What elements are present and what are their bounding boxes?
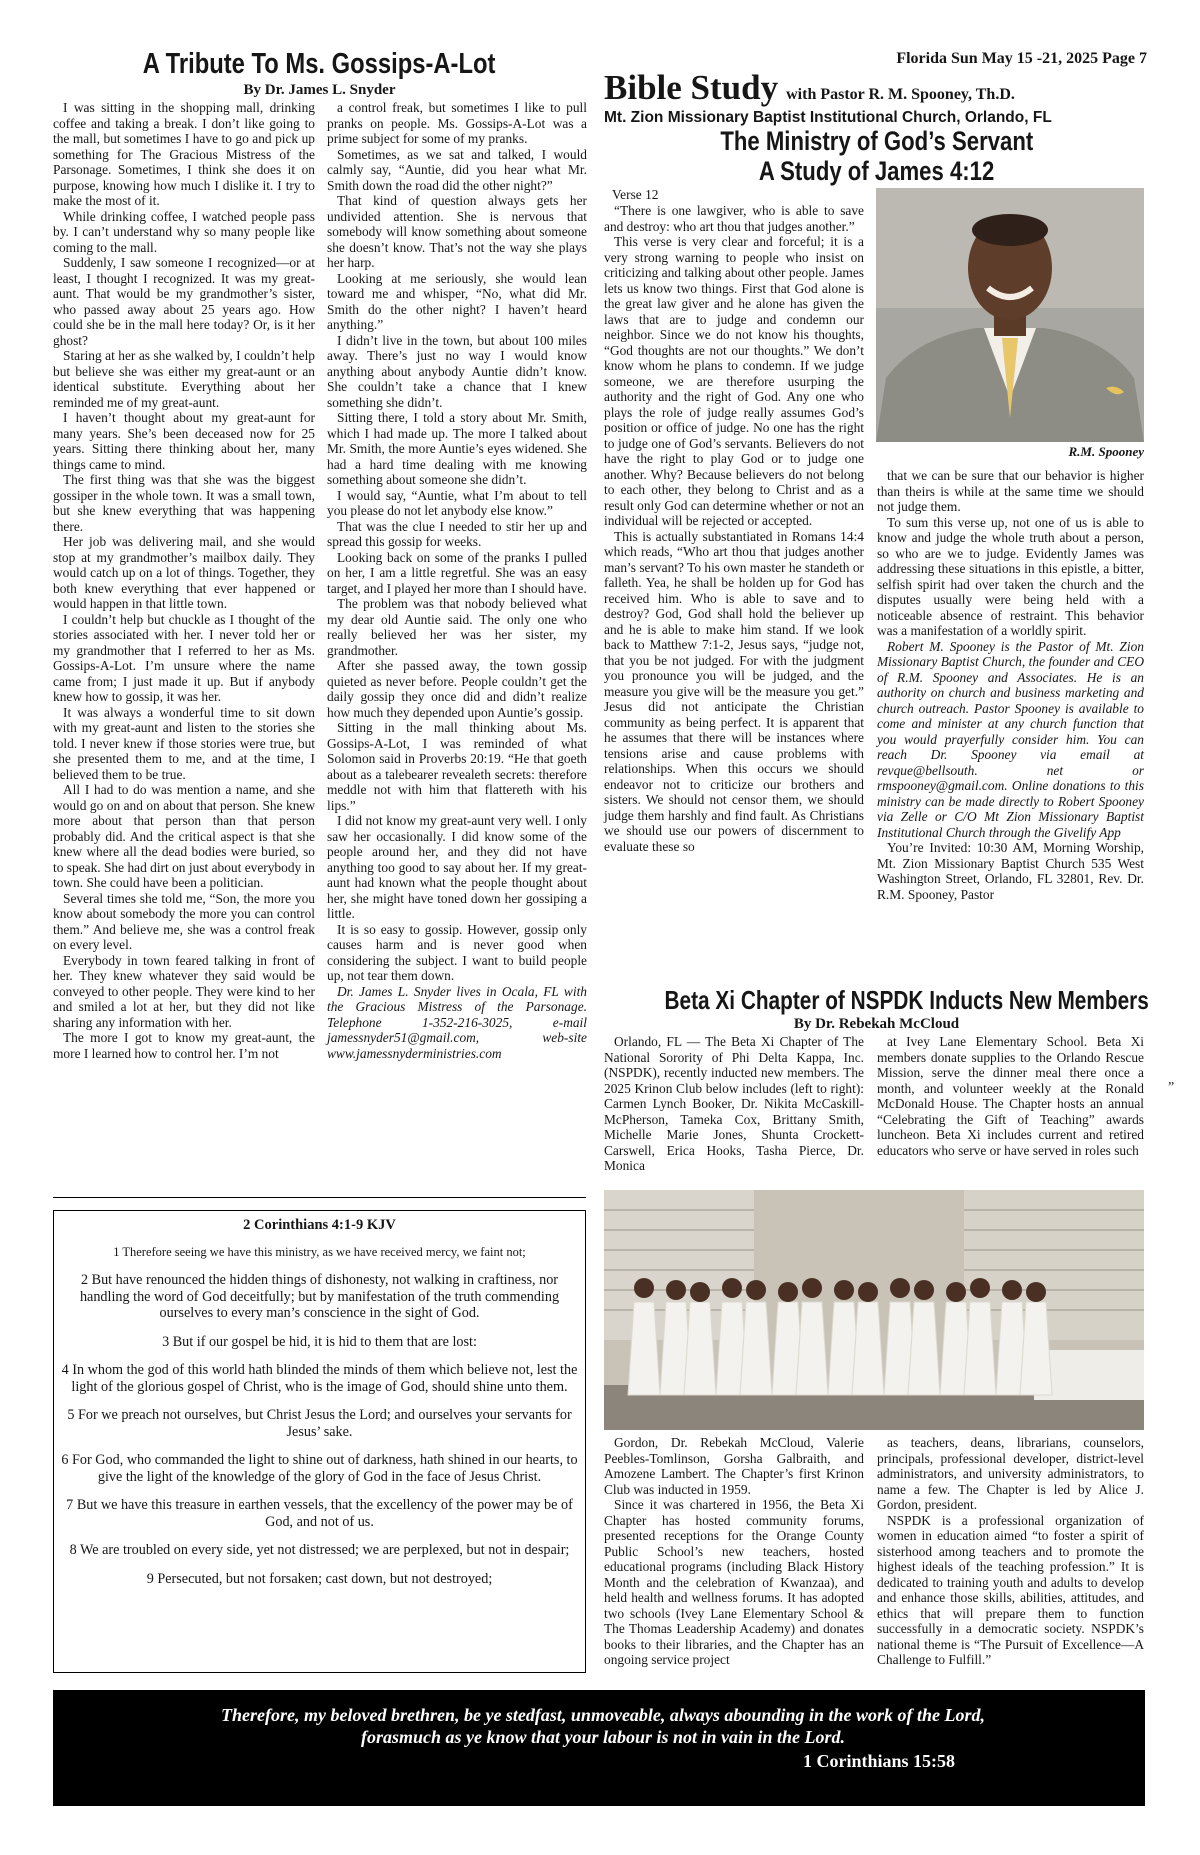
paragraph: Several times she told me, “Son, the more you know about somebody the more you can control them.” And believe me, she was a control freak on every level. [53, 890, 315, 952]
pastor-photo-caption: R.M. Spooney [1068, 444, 1144, 459]
stray-quote-mark: ” [1168, 1080, 1175, 1095]
paragraph: Suddenly, I saw someone I recognized—or at least, I thought I recognized. It was my great-aunt. That would be my grandmother’s sister, who passed away about 25 years ago. How could she be in the mall here today? Or, is it her ghost? [53, 255, 315, 348]
paragraph: Sitting in the mall thinking about Ms. Gossips-A-Lot, I was reminded of what Solomon said in Proverbs 20:19. “He that goeth about as a talebearer revealeth secrets: therefore meddle not with him that flattereth with his lips.” [327, 720, 587, 813]
tribute-column-1 [53, 100, 315, 1061]
paragraph: That was the clue I needed to stir her up and spread this gossip for weeks. [327, 518, 587, 549]
beta-xi-top-col-2: at Ivey Lane Elementary School. Beta Xi members donate supplies to the Orlando Rescue Mission, serve the dinner meal there once a month, and volunteer weekly at the Ronald McDonald House. The Chapter hosts an annual “Celebrating the Gift of Teaching” awards luncheon. Beta Xi includes current and retired educators who serve or have served in roles such [877, 1034, 1144, 1158]
paragraph: The problem was that nobody believed what my dear old Auntie said. The only one who really believed her was her sister, my grandmother. [327, 596, 587, 658]
bible-headline-1: The Ministry of God’s Servant [720, 126, 1033, 156]
verse-label: Verse 12 [612, 187, 659, 202]
paragraph: After she passed away, the town gossip quieted as never before. People couldn’t get the daily gossip they once did and didn’t realize how much they depended upon Auntie’s gossip. [327, 658, 587, 720]
paragraph: Her job was delivering mail, and she would stop at my grandmother’s mailbox daily. They would catch up on a lot of things. Together, they both knew everything that ever happened or would happen in that little town. [53, 534, 315, 611]
bible-study-masthead [604, 68, 1149, 108]
church-name: Mt. Zion Missionary Baptist Institutional Church, Orlando, FL [604, 109, 1052, 126]
banner-reference: 1 Corinthians 15:58 [802, 1751, 955, 1771]
scripture-title: 2 Corinthians 4:1-9 KJV [243, 1217, 396, 1233]
krinon-club-photo [604, 1190, 1144, 1430]
paragraph: To sum this verse up, not one of us is able to know and judge the whole truth about a person, so who are we to judge. Evidently James was addressing these situations in this epistle, a bitter, selfish spirit had over taken the church and the disputes usually were being held with a noticeable absence of restraint. This behavior was a manifestation of a worldly spirit. [877, 514, 1144, 638]
tribute-title: A Tribute To Ms. Gossips-A-Lot [143, 48, 496, 80]
paragraph: This verse is very clear and forceful; it is a very strong warning to people who insist on criticizing and talking about other people. James lets us know two things. First that God alone is the great law giver and he alone has given the laws that are to judge and condemn our neighbor. Since we do not know his thoughts, “God thoughts are not our thoughts.” We don’t know whom he plans to condemn. If we judge someone, we are therefore usurping the authority and the right of God. Any one who plays the role of judge really assumes God’s position or office of judge. No one has the right to judge one of God’s servants. Believers do not have the right to play God or to judge one another. Why? Because believers do not belong to each other, they belong to Christ and as a result only God can determine whether or not an individual will be rejected or accepted. [604, 234, 864, 528]
scripture-verse: 1 Therefore seeing we have this ministry, as we have received mercy, we faint not; [113, 1244, 526, 1259]
paragraph: Since it was chartered in 1956, the Beta Xi Chapter has hosted community forums, presented receptions for the Orange County Public School’s new teachers, hosted educational programs (including Black History Month and the celebration of Kwanzaa), and held health and wellness forums. It has adopted two schools (Ivey Lane Elementary School & The Thomas Leadership Academy) and donates books to their libraries, and the Chapter has an ongoing service project [604, 1497, 864, 1667]
paragraph: Sitting there, I told a story about Mr. Smith, which I had made up. The more I talked about Mr. Smith, the more Auntie’s eyes widened. She had a hard time dealing with me knowing something about someone she didn’t. [327, 410, 587, 487]
banner-line-1: Therefore, my beloved brethren, be ye stedfast, unmoveable, always abounding in the work of the Lord, [221, 1705, 985, 1725]
paragraph: I did not know my great-aunt very well. I only saw her occasionally. I did know some of the people around her, and they did not have anything too good to say about her. If my great-aunt had known what the people thought about her, she might have toned down her gossiping a little. [327, 813, 587, 921]
paragraph: I couldn’t help but chuckle as I thought of the stories associated with her. I never told her or my grandmother that I referred to her as Ms. Gossips-A-Lot. I’m unsure where the name came from; I just made it up. But if anybody knew how to gossip, it was her. [53, 611, 315, 704]
tribute-column-2 [327, 100, 587, 1061]
scripture-verse: 6 For God, who commanded the light to shine out of darkness, hath shined in our hearts, to give the light of the knowledge of the glory of God in the face of Jesus Christ. [61, 1452, 578, 1485]
scripture-box [53, 1210, 586, 1673]
paragraph: Sometimes, as we sat and talked, I would calmly say, “Auntie, did you hear what Mr. Smith down the road did the other night?” [327, 146, 587, 193]
scripture-verse: 5 For we preach not ourselves, but Christ Jesus the Lord; and ourselves your servants for Jesus’ sake. [67, 1407, 572, 1440]
paragraph: Staring at her as she walked by, I couldn’t help but believe she was either my great-aunt or an identical substitute. Everything about her reminded me of my great-aunt. [53, 348, 315, 410]
scripture-verse: 8 We are troubled on every side, yet not distressed; we are perplexed, but not in despair; [69, 1542, 570, 1558]
banner-line-2: forasmuch as ye know that your labour is not in vain in the Lord. [360, 1727, 846, 1747]
beta-xi-bottom-col-2 [877, 1435, 1144, 1668]
paragraph: I would say, “Auntie, what I’m about to tell you please do not let anybody else know.” [327, 487, 587, 518]
paragraph: All I had to do was mention a name, and she would go on and on about that person. She knew more about that person than that person probably did. And the critical aspect is that she knew where all the dead bodies were buried, so to speak. She had dirt on just about everybody in town. She could have been a politician. [53, 782, 315, 890]
bible-study-pastor: with Pastor R. M. Spooney, Th.D. [786, 86, 1015, 103]
worship-invite: You’re Invited: 10:30 AM, Morning Worship, Mt. Zion Missionary Baptist Church 535 West Washington Street, Orlando, FL 32801, Rev. Dr. R.M. Spooney, Pastor [877, 840, 1144, 902]
tribute-title-wrap [53, 48, 586, 82]
paragraph: This is actually substantiated in Romans 14:4 which reads, “Who art thou that judges another man’s servant? To his own master he standeth or falleth. Yea, he shall be holden up for God has received him. Who is able to save and to destroy? God, God shall hold the believer up and he is able to make him stand. If we look back to Matthew 7:1-2, Jesus says, “judge not, that you be not judged. For with the judgment you pronounce you will be judged, and the measure you give will be the measure you get.” Jesus did not anticipate the Christian community as being perfect. It is apparent that he assumes that there will be instances where tensions arise and cause problems with relationships. When this occurs we should endeavor not to criticize our brothers and sisters. We should not censor them, we should judge them harshly and find fault. As Christians we should use our powers of discernment to evaluate these so [604, 528, 864, 854]
publication-line: Florida Sun May 15 -21, 2025 Page 7 [896, 50, 1147, 67]
beta-xi-bottom-col-1 [604, 1435, 864, 1668]
pastor-photo [876, 188, 1144, 442]
beta-xi-top-col-1: Orlando, FL — The Beta Xi Chapter of The National Sorority of Phi Delta Kappa, Inc. (NSPDK), recently inducted new members. The 2025 Krinon Club below includes (left to right): Carmen Lynch Booker, Dr. Nikita McCaskill-McPherson, Tameka Cox, Brittany Smith, Michelle Marie Jones, Shunta Crockett-Carswell, Erica Hooks, Tasha Pierce, Dr. Monica [604, 1034, 864, 1173]
paragraph: Looking at me seriously, she would lean toward me and whisper, “No, what did Mr. Smith do the other night? I haven’t heard anything.” [327, 270, 587, 332]
pastor-bio: Robert M. Spooney is the Pastor of Mt. Zion Missionary Baptist Church, the founder and CEO of R.M. Spooney and Associates. He is an authority on church and business marketing and church outreach. Pastor Spooney is available to come and minister at any church function that you would prayerfully consider him. You can reach Dr. Spooney via email at revque@bellsouth. net or rmspooney@gmail.com. Online donations to this ministry can be made directly to Robert Spooney via Zelle or C/O Mt Zion Missionary Baptist Institutional Church through the Givelify App [877, 638, 1144, 840]
paragraph: The first thing was that she was the biggest gossiper in the whole town. It was a small town, but she knew everything that was happening there. [53, 472, 315, 534]
paragraph: NSPDK is a professional organization of women in education aimed “to foster a spirit of sisterhood among teachers and to promote the highest ideals of the teaching profession.” It is dedicated to training youth and adults to develop and enhance those skills, abilities, attitudes, and ethics that will prepare them to function successfully in a democratic society. NSPDK’s national theme is “The Pursuit of Excellence—A Challenge to Fulfill.” [877, 1512, 1144, 1667]
scripture-verses [54, 1244, 585, 1588]
paragraph: Everybody in town feared talking in front of her. They knew whatever they said would be conveyed to other people. They were kind to her and smiled a lot at her, but they did not like sharing any information with her. [53, 952, 315, 1030]
bible-study-title: Bible Study [604, 68, 779, 107]
paragraph: I was sitting in the shopping mall, drinking coffee and taking a break. I don’t like going to the mall, but sometimes I have to go and pick up something for The Gracious Mistress of the Parsonage. Sometimes, I think she does it on purpose, knowing how much I dislike it. I try to make the most of it. [53, 100, 315, 208]
scripture-verse: 2 But have renounced the hidden things of dishonesty, not walking in craftiness, nor handling the word of God deceitfully; but by manifestation of the truth commending ourselves to every man’s conscience in the sight of God. [79, 1272, 560, 1321]
pastor-portrait-graphic [876, 188, 1144, 442]
scripture-verse: 3 But if our gospel be hid, it is hid to them that are lost: [162, 1333, 477, 1350]
bible-headline-2-wrap [604, 156, 1149, 188]
group-photo-graphic [604, 1190, 1144, 1430]
paragraph: That kind of question always gets her undivided attention. She is nervous that somebody will know something about someone she doesn’t know. That’s not the way she plays her harp. [327, 193, 587, 270]
beta-xi-byline: By Dr. Rebekah McCloud [793, 1016, 960, 1032]
scripture-verse: 4 In whom the god of this world hath blinded the minds of them which believe not, lest the light of the glorious gospel of Christ, who is the image of God, should shine unto them. [61, 1362, 578, 1395]
bible-column-2 [877, 468, 1144, 902]
bible-headline-2: A Study of James 4:12 [758, 156, 995, 186]
paragraph: a control freak, but sometimes I like to pull pranks on people. Ms. Gossips-A-Lot was a prime subject for some of my pranks. [327, 100, 587, 146]
beta-xi-title: Beta Xi Chapter of NSPDK Inducts New Members [664, 985, 1149, 1015]
scripture-verse: 9 Persecuted, but not forsaken; cast down, but not destroyed; [146, 1570, 493, 1587]
paragraph: I didn’t live in the town, but about 100 miles away. There’s just no way I would know anything about anybody Auntie didn’t know. She couldn’t take a chance that I knew something she didn’t. [327, 332, 587, 410]
scripture-banner [53, 1690, 1145, 1806]
paragraph: It was always a wonderful time to sit down with my great-aunt and listen to the stories she told. I never knew if those stories were true, but she presented them to me, and at the time, I believed them to be true. [53, 704, 315, 782]
paragraph: It is so easy to gossip. However, gossip only causes harm and is never good when considering the subject. I want to build people up, not tear them down. [327, 921, 587, 983]
paragraph: I haven’t thought about my great-aunt for many years. She’s been deceased now for 25 years. Sitting there thinking about her, many things came to mind. [53, 410, 315, 472]
paragraph: Looking back on some of the pranks I pulled on her, I am a little regretful. She was an easy target, and I played her more than I should have. [327, 549, 587, 596]
tribute-bottom-rule [53, 1197, 586, 1198]
beta-xi-title-wrap [604, 985, 1149, 1017]
bible-column-1 [604, 203, 864, 854]
bible-headline-1-wrap [604, 126, 1149, 158]
paragraph: Gordon, Dr. Rebekah McCloud, Valerie Peebles-Tomlinson, Gorsha Galbraith, and Amozene Lambert. The Chapter’s first Krinon Club was inducted in 1959. [604, 1435, 864, 1497]
scripture-verse: 7 But we have this treasure in earthen vessels, that the excellency of the power may be of God, and not of us. [66, 1497, 573, 1530]
paragraph: The more I got to know my great-aunt, the more I learned how to control her. I’m not [53, 1030, 315, 1061]
author-note: Dr. James L. Snyder lives in Ocala, FL with the Gracious Mistress of the Parsonage. Telephone 1-352-216-3025, e-mail jamessnyder51@gmail.com, web-site www.jamessnyderministries.com [327, 983, 587, 1061]
tribute-byline: By Dr. James L. Snyder [243, 82, 396, 98]
paragraph: “There is one lawgiver, who is able to save and destroy: who art thou that judges another.” [604, 203, 864, 234]
paragraph: While drinking coffee, I watched people pass by. I can’t understand why so many people like coming to the mall. [53, 208, 315, 255]
paragraph: as teachers, deans, librarians, counselors, principals, professional developer, district-level administrators, and university administrators, to name a few. The Chapter is led by Alice J. Gordon, president. [877, 1435, 1144, 1512]
paragraph: that we can be sure that our behavior is higher than theirs is while at the same time we should not judge them. [877, 468, 1144, 514]
